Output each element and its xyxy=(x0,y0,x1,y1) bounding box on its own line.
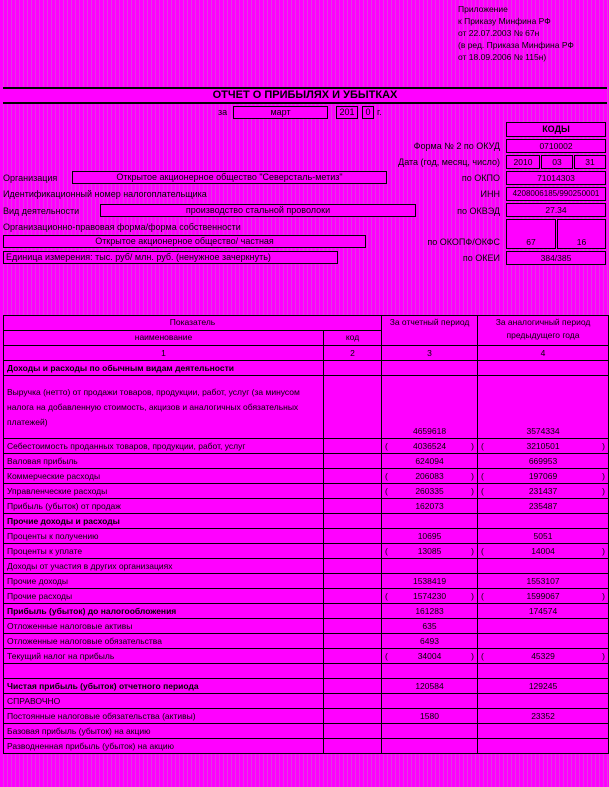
value-current xyxy=(382,724,478,739)
close-paren: ) xyxy=(471,485,475,496)
colnum: 1 xyxy=(4,346,324,361)
negative-value xyxy=(385,485,474,498)
form-value: Открытое акционерное общество/ частная xyxy=(3,235,366,248)
value-previous: 23352 xyxy=(478,709,609,724)
value-current: 120584 xyxy=(382,679,478,694)
row-code xyxy=(324,499,382,514)
row-code xyxy=(324,664,382,679)
value-previous xyxy=(478,739,609,754)
row-name: Проценты к получению xyxy=(4,529,324,544)
okpo-label: по ОКПО xyxy=(461,173,500,183)
row-code xyxy=(324,679,382,694)
value: 4036524 xyxy=(412,440,447,451)
value-previous xyxy=(478,361,609,376)
value: 3210501 xyxy=(526,440,560,451)
negative-value xyxy=(385,545,474,558)
header-previous: За аналогичный период предыдущего года xyxy=(478,316,609,346)
note-line: от 18.09.2006 № 115н) xyxy=(458,52,547,62)
table-row xyxy=(4,679,609,694)
value: 14004 xyxy=(531,545,555,556)
value: 197069 xyxy=(528,470,558,481)
okud-label: Форма № 2 по ОКУД xyxy=(413,141,500,151)
value-previous xyxy=(478,589,609,604)
value-current: 10695 xyxy=(382,529,478,544)
activity-label: Вид деятельности xyxy=(3,206,80,216)
table-row xyxy=(4,619,609,634)
appendix-note xyxy=(458,3,606,63)
value-current: 4659618 xyxy=(382,376,478,439)
value-previous xyxy=(478,619,609,634)
header-current: За отчетный период xyxy=(382,316,478,346)
value-current xyxy=(382,544,478,559)
colnum: 3 xyxy=(382,346,478,361)
table-row xyxy=(4,499,609,514)
negative-value xyxy=(481,590,605,603)
value-previous: 3574334 xyxy=(478,376,609,439)
row-name: Разводненная прибыль (убыток) на акцию xyxy=(4,739,324,754)
row-code xyxy=(324,484,382,499)
date-month: 03 xyxy=(541,155,573,169)
value-current: 1580 xyxy=(382,709,478,724)
period-year-suffix[interactable]: 0 xyxy=(362,106,374,119)
close-paren: ) xyxy=(602,545,605,556)
okud-value: 0710002 xyxy=(506,139,606,153)
period-g: г. xyxy=(377,107,382,117)
okved-label: по ОКВЭД xyxy=(457,206,500,216)
negative-value xyxy=(385,470,474,483)
row-name: Постоянные налоговые обязательства (активы) xyxy=(4,709,324,724)
row-name: Доходы и расходы по обычным видам деятельности xyxy=(4,361,324,376)
row-code xyxy=(324,439,382,454)
close-paren: ) xyxy=(602,650,605,661)
inn-value: 4208006185/990250001 xyxy=(506,187,606,201)
okopf-label: по ОКОПФ/ОКФС xyxy=(427,237,500,247)
okei-value: 384/385 xyxy=(506,251,606,265)
value-current xyxy=(382,361,478,376)
table-row xyxy=(4,739,609,754)
okfs-value: 16 xyxy=(557,219,606,249)
row-name: Выручка (нетто) от продажи товаров, продукции, работ, услуг (за минусом налога на добавленную стоимость, акцизов и аналогичных обязательных платежей) xyxy=(4,376,324,439)
value-current xyxy=(382,469,478,484)
row-name: Коммерческие расходы xyxy=(4,469,324,484)
value-current xyxy=(382,739,478,754)
negative-value xyxy=(385,440,474,453)
table-row xyxy=(4,469,609,484)
negative-value xyxy=(481,470,605,483)
inn-label: Идентификационный номер налогоплательщика xyxy=(3,189,207,199)
row-code xyxy=(324,544,382,559)
row-code xyxy=(324,604,382,619)
row-name: Прочие доходы и расходы xyxy=(4,514,324,529)
value-current: 162073 xyxy=(382,499,478,514)
row-code xyxy=(324,649,382,664)
row-name: Валовая прибыль xyxy=(4,454,324,469)
value: 206083 xyxy=(415,470,444,481)
row-name: Отложенные налоговые обязательства xyxy=(4,634,324,649)
value-previous xyxy=(478,664,609,679)
row-code xyxy=(324,376,382,439)
value-previous xyxy=(478,439,609,454)
table-row xyxy=(4,604,609,619)
value: 45329 xyxy=(531,650,555,661)
table-row xyxy=(4,529,609,544)
value-previous: 669953 xyxy=(478,454,609,469)
note-line: (в ред. Приказа Минфина РФ xyxy=(458,40,574,50)
value-current xyxy=(382,649,478,664)
value-current xyxy=(382,559,478,574)
table-row xyxy=(4,439,609,454)
open-paren: ( xyxy=(385,590,388,601)
negative-value xyxy=(481,650,605,663)
open-paren: ( xyxy=(481,650,484,661)
table-row xyxy=(4,544,609,559)
value-previous xyxy=(478,724,609,739)
row-name: Прибыль (убыток) до налогообложения xyxy=(4,604,324,619)
activity-value: производство стальной проволоки xyxy=(100,204,416,217)
value-previous: 174574 xyxy=(478,604,609,619)
note-line: Приложение xyxy=(458,4,508,14)
value: 1599067 xyxy=(526,590,560,601)
value: 13085 xyxy=(417,545,442,556)
row-name: СПРАВОЧНО xyxy=(4,694,324,709)
table-row xyxy=(4,634,609,649)
form-label: Организационно-правовая форма/форма собственности xyxy=(3,222,241,232)
colnum: 2 xyxy=(324,346,382,361)
value-current: 635 xyxy=(382,619,478,634)
row-name: Прочие доходы xyxy=(4,574,324,589)
negative-value xyxy=(481,545,605,558)
value-previous xyxy=(478,559,609,574)
row-code xyxy=(324,559,382,574)
header-name: наименование xyxy=(4,331,324,346)
value-previous: 1553107 xyxy=(478,574,609,589)
open-paren: ( xyxy=(481,590,484,601)
unit-label: Единица измерения: тыс. руб/ млн. руб. (ненужное зачеркнуть) xyxy=(3,251,338,264)
row-name: Текущий налог на прибыль xyxy=(4,649,324,664)
value-current xyxy=(382,484,478,499)
period-prefix: за xyxy=(218,107,228,117)
close-paren: ) xyxy=(602,470,606,481)
okei-label: по ОКЕИ xyxy=(462,253,500,263)
close-paren: ) xyxy=(471,650,474,661)
open-paren: ( xyxy=(481,440,484,451)
value-previous xyxy=(478,484,609,499)
row-name xyxy=(4,664,324,679)
row-code xyxy=(324,634,382,649)
okpo-value: 71014303 xyxy=(506,171,606,185)
colnum: 4 xyxy=(478,346,609,361)
row-code xyxy=(324,694,382,709)
value-previous: 129245 xyxy=(478,679,609,694)
okved-value: 27.34 xyxy=(506,203,606,217)
table-row xyxy=(4,694,609,709)
row-code xyxy=(324,574,382,589)
row-code xyxy=(324,361,382,376)
header-indicator: Показатель xyxy=(4,316,382,331)
row-code xyxy=(324,724,382,739)
row-name: Прочие расходы xyxy=(4,589,324,604)
close-paren: ) xyxy=(602,590,606,601)
row-name: Прибыль (убыток) от продаж xyxy=(4,499,324,514)
open-paren: ( xyxy=(385,440,388,451)
table-row xyxy=(4,724,609,739)
row-name: Чистая прибыль (убыток) отчетного периода xyxy=(4,679,324,694)
close-paren: ) xyxy=(602,485,606,496)
value-current xyxy=(382,514,478,529)
table-row xyxy=(4,361,609,376)
row-code xyxy=(324,514,382,529)
value-current: 1538419 xyxy=(382,574,478,589)
value-current xyxy=(382,589,478,604)
org-label: Организация xyxy=(3,173,58,183)
negative-value xyxy=(385,650,474,663)
row-name: Управленческие расходы xyxy=(4,484,324,499)
table-row xyxy=(4,589,609,604)
date-day: 31 xyxy=(574,155,606,169)
negative-value xyxy=(481,440,605,453)
value-previous xyxy=(478,634,609,649)
close-paren: ) xyxy=(471,440,475,451)
note-line: к Приказу Минфина РФ xyxy=(458,16,551,26)
value-current: 161283 xyxy=(382,604,478,619)
value-current: 624094 xyxy=(382,454,478,469)
value: 1574230 xyxy=(412,590,447,601)
row-name: Себестоимость проданных товаров, продукции, работ, услуг xyxy=(4,439,324,454)
row-code xyxy=(324,454,382,469)
row-name: Отложенные налоговые активы xyxy=(4,619,324,634)
row-code xyxy=(324,709,382,724)
row-code xyxy=(324,469,382,484)
codes-header: КОДЫ xyxy=(506,122,606,137)
open-paren: ( xyxy=(385,650,388,661)
value: 34004 xyxy=(417,650,442,661)
table-row xyxy=(4,559,609,574)
row-code xyxy=(324,739,382,754)
close-paren: ) xyxy=(471,590,475,601)
value: 260335 xyxy=(415,485,444,496)
okopf-value: 67 xyxy=(506,219,556,249)
open-paren: ( xyxy=(481,470,484,481)
table-row xyxy=(4,649,609,664)
value-previous xyxy=(478,514,609,529)
row-name: Проценты к уплате xyxy=(4,544,324,559)
open-paren: ( xyxy=(481,485,484,496)
close-paren: ) xyxy=(471,545,474,556)
income-statement-table xyxy=(3,315,609,754)
period-year-prefix: 201 xyxy=(336,106,358,119)
row-code xyxy=(324,619,382,634)
date-label: Дата (год, месяц, число) xyxy=(398,157,500,167)
open-paren: ( xyxy=(481,545,484,556)
negative-value xyxy=(385,590,474,603)
value-current xyxy=(382,439,478,454)
row-code xyxy=(324,529,382,544)
value-current xyxy=(382,664,478,679)
note-line: от 22.07.2003 № 67н xyxy=(458,28,540,38)
table-row xyxy=(4,376,609,439)
row-name: Базовая прибыль (убыток) на акцию xyxy=(4,724,324,739)
row-name: Доходы от участия в других организациях xyxy=(4,559,324,574)
value-previous xyxy=(478,649,609,664)
open-paren: ( xyxy=(385,470,388,481)
table-row xyxy=(4,514,609,529)
table-row xyxy=(4,484,609,499)
value-current: 6493 xyxy=(382,634,478,649)
inn-code-label: ИНН xyxy=(480,189,500,199)
negative-value xyxy=(481,485,605,498)
open-paren: ( xyxy=(385,545,388,556)
date-year: 2010 xyxy=(506,155,540,169)
value-previous: 5051 xyxy=(478,529,609,544)
value-previous xyxy=(478,694,609,709)
report-title: ОТЧЕТ О ПРИБЫЛЯХ И УБЫТКАХ xyxy=(3,87,607,104)
table-row xyxy=(4,664,609,679)
table-row xyxy=(4,454,609,469)
value: 231437 xyxy=(528,485,558,496)
value-previous: 235487 xyxy=(478,499,609,514)
value-previous xyxy=(478,469,609,484)
header-code: код xyxy=(324,331,382,346)
table-row xyxy=(4,709,609,724)
value-current xyxy=(382,694,478,709)
org-value: Открытое акционерное общество "Северсталь-метиз" xyxy=(72,171,387,184)
close-paren: ) xyxy=(602,440,606,451)
open-paren: ( xyxy=(385,485,388,496)
close-paren: ) xyxy=(471,470,475,481)
table-row xyxy=(4,574,609,589)
row-code xyxy=(324,589,382,604)
value-previous xyxy=(478,544,609,559)
period-month[interactable]: март xyxy=(233,106,328,119)
